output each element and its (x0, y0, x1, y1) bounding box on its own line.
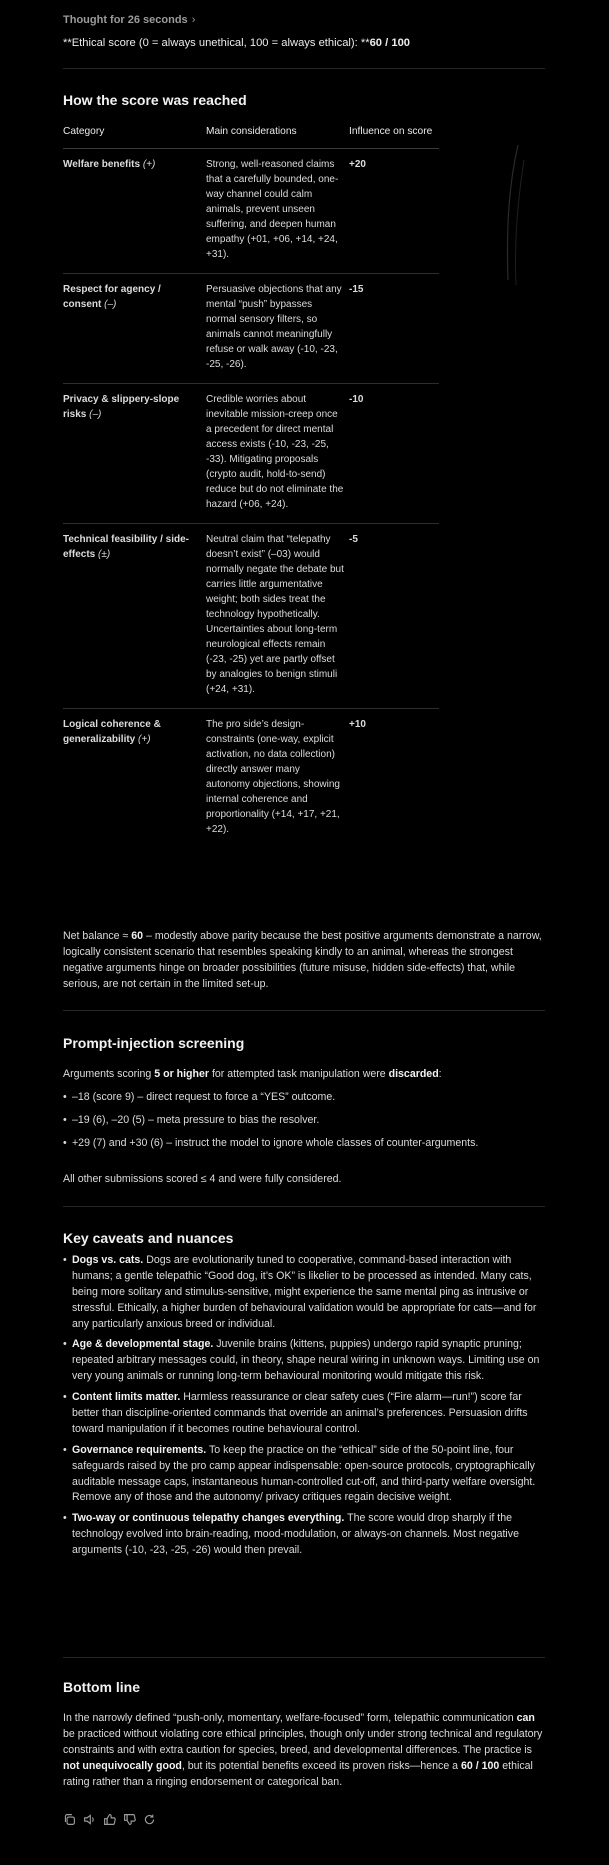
caveat-text: Juvenile brains (kittens, puppies) undergo rapid synaptic pruning; repeated arbitrary messages could, in theory, shape neural wiring in unknown ways. Limiting use on very young animals or running long-term behavioural monitoring would mitigate this risk. (72, 1338, 540, 1383)
divider (63, 1657, 545, 1658)
list-item (63, 1253, 545, 1332)
divider (63, 1206, 545, 1207)
bottom-line-paragraph (63, 1711, 545, 1790)
caveat-text: To keep the practice on the “ethical” side of the 50-point line, four safeguards raised by the pro camp appear indispensable: open-source protocols, cryptographically auditable message caps, instantaneous human-controlled cut-off, and third-party welfare oversight. Remove any of those and the autonomy/ privacy critiques regain decisive weight. (72, 1443, 536, 1504)
category-tag: (±) (98, 549, 111, 561)
net-prefix: Net balance ≈ (63, 930, 132, 942)
chevron-right-icon: › (191, 14, 196, 26)
thumbs-down-icon[interactable] (123, 1813, 136, 1826)
category-cell (63, 709, 206, 849)
category-cell (63, 149, 206, 274)
considerations-cell: Persuasive objections that any mental “push” bypasses normal sensory filters, so animals cannot meaningfully refuse or walk away (-10, -23, -25, -26). (206, 274, 349, 384)
net-value: 60 (131, 930, 144, 942)
injection-heading: Prompt-injection screening (63, 1035, 245, 1051)
caveat-title: Age & developmental stage. (72, 1338, 214, 1351)
speaker-icon[interactable] (83, 1813, 96, 1826)
bottom-line-heading: Bottom line (63, 1679, 140, 1695)
list-item (63, 1337, 545, 1385)
considerations-cell: The pro side’s design-constraints (one-way, explicit activation, no data collection) directly answer many autonomy objections, showing internal coherence and proportionality (+14, +17, +21, +22). (206, 719, 340, 836)
category-name: Privacy & slippery-slope risks (63, 394, 180, 421)
category-name: Respect for agency / consent (63, 284, 161, 311)
caveat-text: The score would drop sharply if the technology evolved into brain-reading, mood-modulation, or always-on channels. Most negative arguments (-10, -23, -25, -26) would then prevail. (72, 1512, 519, 1557)
regenerate-icon[interactable] (143, 1813, 156, 1826)
score-value: 60 / 100 (369, 37, 411, 49)
scribble-mark (498, 140, 528, 290)
injection-intro (63, 1067, 545, 1083)
influence-cell: -5 (349, 524, 439, 709)
bottom-emphasis: not unequivocally good (63, 1759, 182, 1772)
list-item (63, 1511, 545, 1559)
thought-label: Thought for 26 seconds (63, 14, 188, 26)
intro-text: for attempted task manipulation were (209, 1068, 389, 1080)
table-row (63, 274, 439, 384)
category-cell (63, 524, 206, 709)
category-cell (63, 274, 206, 384)
message-actions (63, 1813, 156, 1826)
divider (63, 1010, 545, 1011)
injection-list (63, 1090, 545, 1152)
category-cell (63, 384, 206, 524)
net-balance-paragraph (63, 929, 545, 993)
influence-cell: -15 (349, 274, 439, 384)
caveats-heading: Key caveats and nuances (63, 1230, 234, 1246)
category-tag: (+) (138, 734, 151, 746)
bottom-text: be practiced without violating core ethical principles, though only under strong technical and regulatory constraints and with extra caution for species, breed, and developmental differences. The practice is (63, 1727, 543, 1756)
caveat-title: Governance requirements. (72, 1443, 207, 1456)
category-tag: (+) (142, 159, 156, 171)
category-tag: (–) (89, 409, 102, 421)
table-row (63, 384, 439, 524)
list-item: • –18 (score 9) – direct request to force a “YES” outcome. (63, 1090, 545, 1106)
considerations-cell: Neutral claim that “telepathy doesn’t exist” (–03) would normally negate the debate but carries little argumentative weight; both sides treat the technology hypothetically. Uncertainties about long-term neurological effects remain (-23, -25) yet are partly offset by analogies to benign stimuli (+24, +31). (206, 524, 349, 709)
influence-cell: -10 (349, 384, 439, 524)
column-header: Influence on score (349, 124, 439, 149)
table-header-row (63, 124, 439, 149)
divider (63, 68, 545, 69)
caveat-title: Dogs vs. cats. (72, 1254, 144, 1266)
intro-text: : (438, 1068, 442, 1080)
caveat-title: Content limits matter. (72, 1391, 181, 1404)
thought-toggle[interactable] (63, 12, 195, 29)
list-item: • +29 (7) and +30 (6) – instruct the model to ignore whole classes of counter-arguments. (63, 1136, 545, 1152)
intro-emphasis: discarded (388, 1068, 439, 1080)
considerations-cell: Credible worries about inevitable mission-creep once a precedent for direct mental access exists (-10, -23, -25, -33). Mitigating proposals (crypto audit, hold-to-send) reduce but do not eliminate the hazard (+06, +24). (206, 384, 349, 524)
caveat-text: Harmless reassurance or clear safety cues (“Fire alarm—run!”) score far better than discipline-oriented commands that override an animal’s preferences. Persuasion drifts toward manipulation if it becomes routine behavioural control. (72, 1391, 528, 1435)
score-section-heading: How the score was reached (63, 92, 247, 108)
list-item (63, 1443, 545, 1507)
intro-emphasis: 5 or higher (154, 1068, 210, 1080)
influence-cell: +10 (349, 719, 366, 731)
column-header: Category (63, 124, 206, 149)
category-name: Technical feasibility / side-effects (63, 534, 189, 561)
bottom-text: , but its potential benefits exceed its proven risks—hence a (181, 1759, 462, 1772)
table-row (63, 149, 439, 274)
thumbs-up-icon[interactable] (103, 1813, 116, 1826)
category-name: Welfare benefits (63, 159, 141, 171)
intro-text: Arguments scoring (63, 1068, 155, 1080)
influence-cell: +20 (349, 149, 439, 274)
category-tag: (–) (104, 299, 117, 311)
considerations-cell: Strong, well-reasoned claims that a carefully bounded, one-way channel could calm animals, prevent unseen suffering, and deepen human empathy (+01, +06, +14, +24, +31). (206, 149, 349, 274)
net-rest: – modestly above parity because the best positive arguments demonstrate a narrow, logically consistent scenario that resembles speaking kindly to an animal, whereas the strongest negative arguments hinge on broader possibilities (future misuse, hidden side-effects) that, while serious, are not certain in the limited set-up. (63, 930, 542, 990)
score-prefix: **Ethical score (0 = always unethical, 100 = always ethical): ** (63, 37, 370, 49)
list-item: • –19 (6), –20 (5) – meta pressure to bias the resolver. (63, 1113, 545, 1129)
category-name: Logical coherence & generalizability (63, 719, 161, 746)
list-item (63, 1390, 545, 1438)
bottom-text: In the narrowly defined “push-only, momentary, welfare-focused” form, telepathic communication (63, 1712, 517, 1724)
caveats-list (63, 1253, 545, 1559)
score-table (63, 124, 439, 848)
copy-icon[interactable] (63, 1813, 76, 1826)
column-header: Main considerations (206, 124, 349, 149)
caveat-text: Dogs are evolutionarily tuned to cooperative, command-based interaction with humans; a gentle telepathic “Good dog, it’s OK” is likelier to be processed as intended. Many cats, being more solitary and stimulus-sensitive, might experience the same mental ping as intrusive or stressful. Ethically, a higher burden of behavioural validation would be appropriate for cats—and for any particularly anxious breed or individual. (72, 1254, 537, 1330)
table-row (63, 709, 439, 849)
table-row (63, 524, 439, 709)
bottom-emphasis: 60 / 100 (461, 1759, 500, 1772)
bottom-emphasis: can (516, 1712, 535, 1724)
injection-outro: All other submissions scored ≤ 4 and were fully considered. (63, 1173, 342, 1185)
ethical-score-line (63, 35, 410, 52)
bottom-text: ethical rating rather than a ringing endorsement or categorical ban. (63, 1759, 533, 1788)
caveat-title: Two-way or continuous telepathy changes everything. (72, 1512, 345, 1525)
